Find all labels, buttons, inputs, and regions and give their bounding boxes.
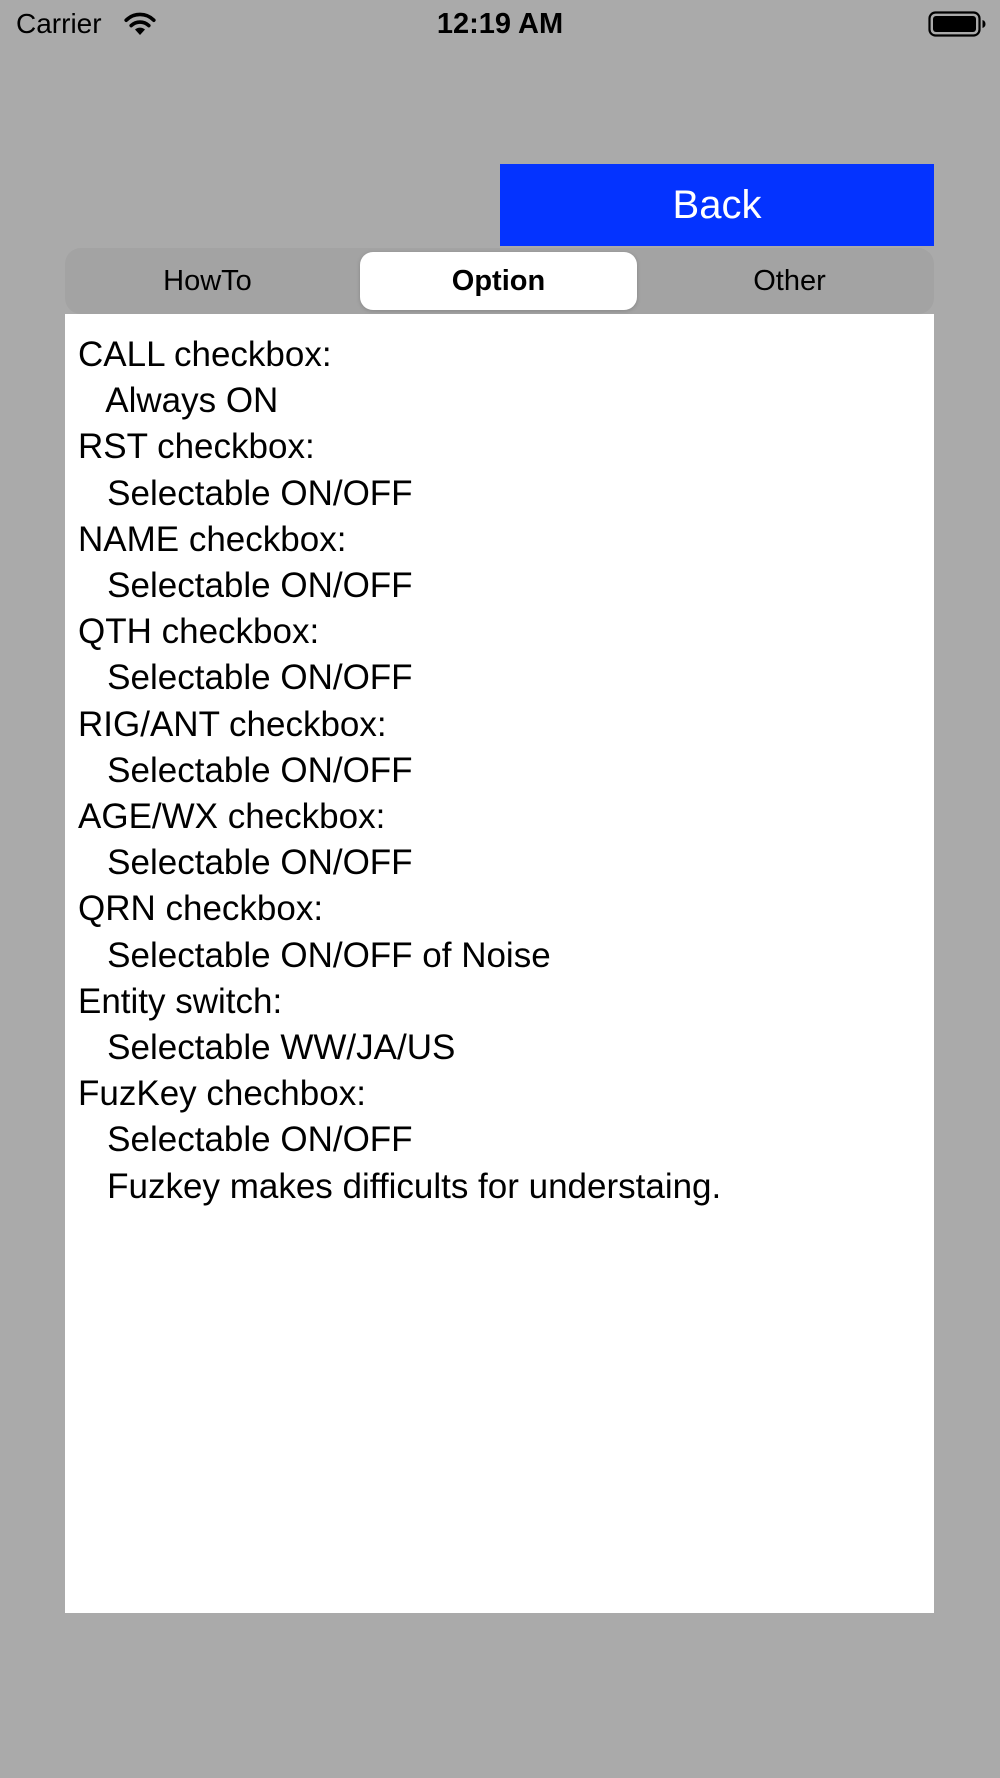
back-button[interactable]: Back	[500, 164, 934, 246]
tab-segmented-control	[65, 248, 934, 314]
option-text-view[interactable]	[65, 314, 934, 1613]
tab-other[interactable]: Other	[753, 264, 826, 297]
text-line: Selectable ON/OFF	[78, 473, 413, 513]
text-line: RIG/ANT checkbox:	[78, 704, 387, 744]
carrier-label: Carrier	[16, 8, 102, 39]
tab-option[interactable]: Option	[360, 252, 637, 310]
text-line: Selectable ON/OFF	[78, 843, 413, 883]
text-line: Fuzkey makes difficults for understaing.	[78, 1166, 722, 1206]
text-line: RST checkbox:	[78, 427, 315, 467]
text-line: Selectable WW/JA/US	[78, 1028, 456, 1068]
text-line: AGE/WX checkbox:	[78, 797, 386, 837]
text-line: FuzKey chechbox:	[78, 1074, 366, 1114]
text-line: CALL checkbox:	[78, 335, 332, 374]
text-line: QRN checkbox:	[78, 889, 324, 929]
battery-icon	[928, 11, 986, 37]
text-line: Selectable ON/OFF	[78, 750, 413, 790]
text-line: NAME checkbox:	[78, 519, 347, 559]
text-line: Selectable ON/OFF	[78, 658, 413, 698]
status-bar	[0, 0, 1000, 50]
text-line: Always ON	[78, 381, 279, 421]
status-time: 12:19 AM	[436, 8, 564, 40]
text-line: QTH checkbox:	[78, 612, 320, 652]
text-line: Selectable ON/OFF of Noise	[78, 935, 551, 975]
tab-howto[interactable]: HowTo	[163, 264, 252, 297]
text-line: Selectable ON/OFF	[78, 566, 413, 606]
text-line: Entity switch:	[78, 981, 283, 1021]
text-line: Selectable ON/OFF	[78, 1120, 413, 1160]
